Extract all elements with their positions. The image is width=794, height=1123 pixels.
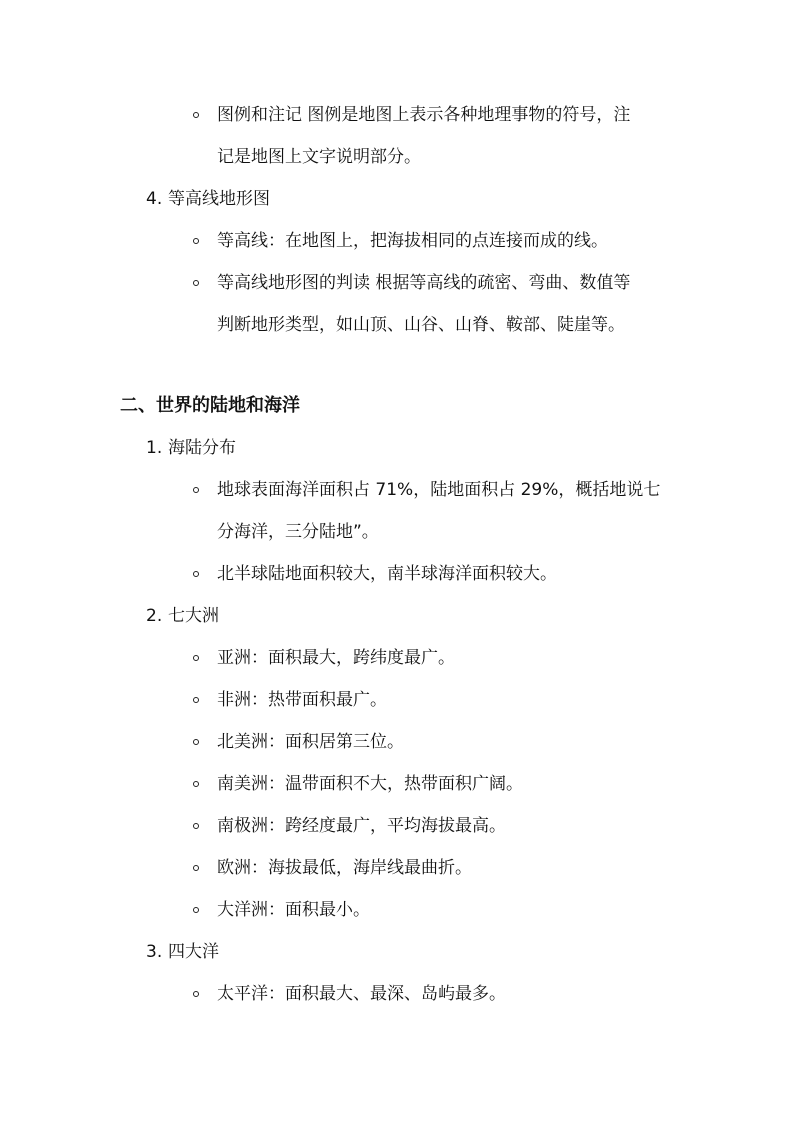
bullet-ratio-line-2: 分海洋，三分陆地”。: [217, 522, 379, 542]
bullet-icon: [193, 781, 199, 787]
bullet-icon: [193, 571, 199, 577]
list-number: 4.: [146, 189, 163, 209]
bullet-contour-judge-line-1: 等高线地形图的判读 根据等高线的疏密、弯曲、数值等: [217, 273, 631, 293]
list-number: 2.: [146, 606, 163, 626]
bullet-icon: [193, 655, 199, 661]
section-heading: 二、世界的陆地和海洋: [120, 395, 300, 416]
bullet-legend-line-1: 图例和注记 图例是地图上表示各种地理事物的符号，注: [217, 105, 631, 125]
bullet-icon: [193, 907, 199, 913]
bullet-icon: [193, 697, 199, 703]
bullet-south-america: 南美洲：温带面积不大，热带面积广阔。: [217, 774, 523, 794]
bullet-antarctica: 南极洲：跨经度最广，平均海拔最高。: [217, 816, 506, 836]
list-item-oceans: 四大洋: [168, 942, 219, 962]
bullet-icon: [193, 238, 199, 244]
bullet-legend-line-2: 记是地图上文字说明部分。: [217, 147, 421, 167]
bullet-ratio-line-1: 地球表面海洋面积占 71%，陆地面积占 29%，概括地说七: [217, 480, 661, 500]
bullet-oceania: 大洋洲：面积最小。: [217, 900, 370, 920]
list-item-land-sea: 海陆分布: [168, 438, 236, 458]
bullet-icon: [193, 865, 199, 871]
bullet-contour-judge-line-2: 判断地形类型，如山顶、山谷、山脊、鞍部、陡崖等。: [217, 315, 625, 335]
bullet-europe: 欧洲：海拔最低，海岸线最曲折。: [217, 858, 472, 878]
bullet-contour-line: 等高线：在地图上，把海拔相同的点连接而成的线。: [217, 231, 608, 251]
bullet-asia: 亚洲：面积最大，跨纬度最广。: [217, 648, 455, 668]
list-number: 1.: [146, 438, 163, 458]
bullet-africa: 非洲：热带面积最广。: [217, 690, 387, 710]
bullet-icon: [193, 823, 199, 829]
list-item-contour-map: 等高线地形图: [168, 189, 270, 209]
bullet-north-america: 北美洲：面积居第三位。: [217, 732, 404, 752]
bullet-icon: [193, 739, 199, 745]
bullet-icon: [193, 112, 199, 118]
bullet-pacific: 太平洋：面积最大、最深、岛屿最多。: [217, 984, 506, 1004]
bullet-hemisphere: 北半球陆地面积较大，南半球海洋面积较大。: [217, 564, 557, 584]
list-number: 3.: [146, 942, 163, 962]
bullet-icon: [193, 487, 199, 493]
bullet-icon: [193, 280, 199, 286]
list-item-continents: 七大洲: [168, 606, 219, 626]
bullet-icon: [193, 991, 199, 997]
